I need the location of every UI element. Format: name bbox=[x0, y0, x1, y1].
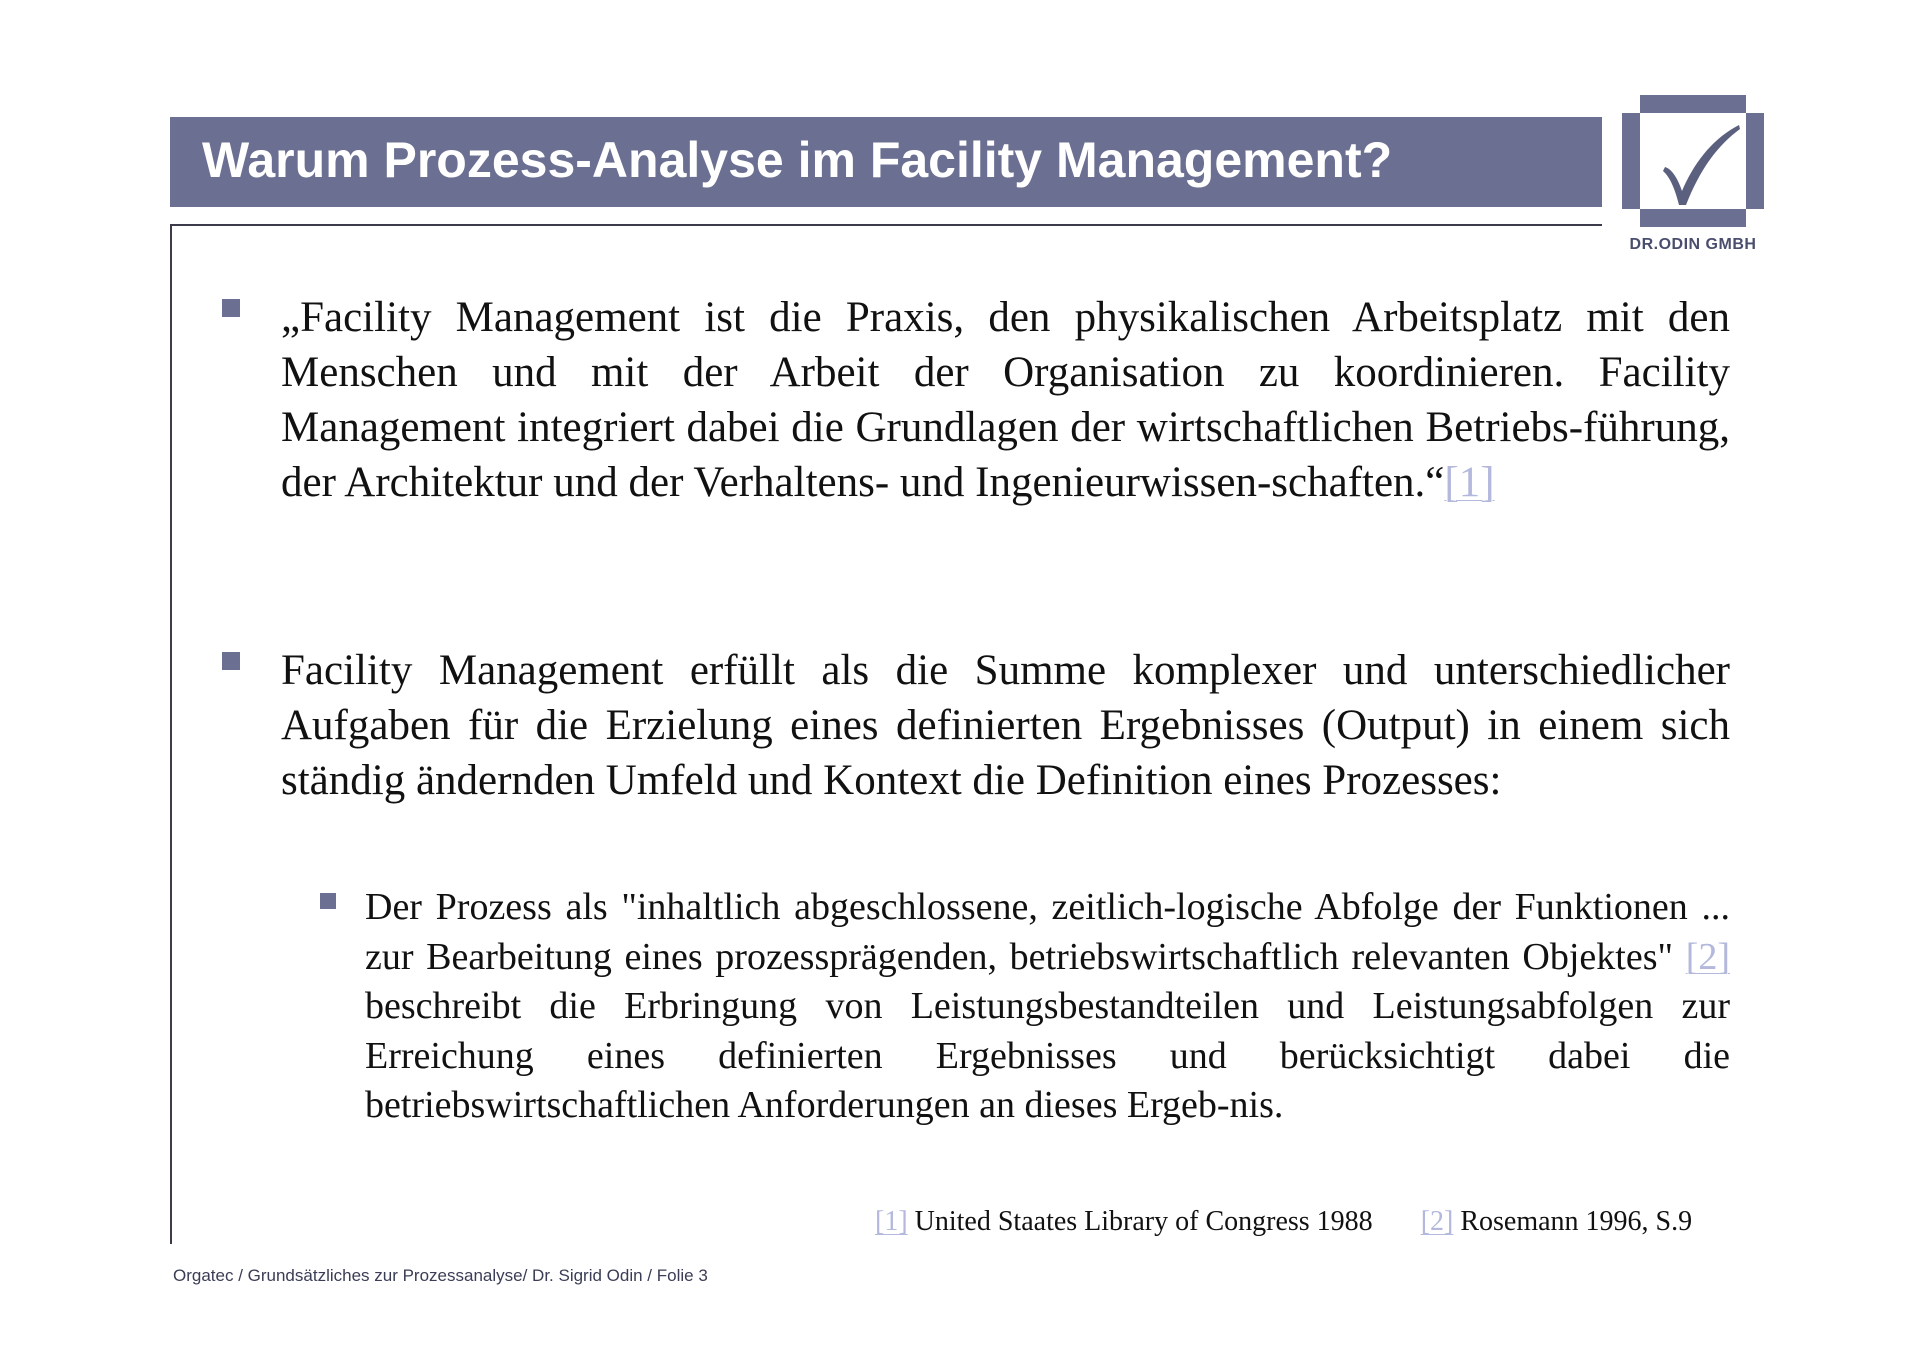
bullet-marker bbox=[222, 652, 240, 670]
reference-link-2[interactable]: [2] bbox=[1685, 935, 1731, 978]
bullet-marker bbox=[222, 299, 240, 317]
title-bar bbox=[170, 117, 1602, 207]
footnote-text-1: United Staates Library of Congress 1988 bbox=[914, 1206, 1373, 1237]
sub-bullet-marker bbox=[320, 893, 336, 909]
frame-left-divider bbox=[170, 224, 172, 1244]
page-title: Warum Prozess-Analyse im Facility Management? bbox=[202, 132, 1393, 188]
logo-caption: DR.ODIN GMBH bbox=[1629, 236, 1757, 253]
footnotes bbox=[875, 1202, 1735, 1242]
frame-top-divider bbox=[170, 224, 1602, 226]
slide-footer: Orgatec / Grundsätzliches zur Prozessanalyse/ Dr. Sigrid Odin / Folie 3 bbox=[173, 1266, 708, 1285]
bullet-text-process: Facility Management erfüllt als die Summe komplexer und unterschiedlicher Aufgaben für die Erzielung eines definierten Ergebnisses (Output) in einem sich ständig ändernden Umfeld und Kontext die Definition eines Prozesses: bbox=[281, 647, 1730, 804]
sub-bullet-text: Der Prozess als "inhaltlich abgeschlossene, zeitlich-logische Abfolge der Funktionen ... zur Bearbeitung eines prozessprägenden, betriebswirtschaftlich relevanten Objektes" [2] beschreibt die Erbringung von Leistungsbestandteilen und Leistungsabfolgen zur Erreichung eines definierten Ergebnisses und berücksichtigt dabei die betriebswirtschaftlichen Anforderungen an dieses Ergeb-nis. bbox=[365, 886, 1731, 1126]
checkmark-icon bbox=[1622, 95, 1764, 227]
reference-link-1[interactable]: [1] bbox=[1444, 459, 1495, 506]
footnote-ref-2[interactable]: [2] bbox=[1420, 1206, 1454, 1237]
footnote-text-2: Rosemann 1996, S.9 bbox=[1460, 1206, 1693, 1237]
footnote-ref-1[interactable]: [1] bbox=[875, 1206, 908, 1237]
bullet-text-definition: „Facility Management ist die Praxis, den physikalischen Arbeitsplatz mit den Menschen und mit der Arbeit der Organisation zu koordinieren. Facility Management integriert dabei die Grundlagen der wirtschaftlichen Betriebs-führung, der Architektur und der Verhaltens- und Ingenieurwissen-schaften.“[1] bbox=[281, 294, 1730, 506]
